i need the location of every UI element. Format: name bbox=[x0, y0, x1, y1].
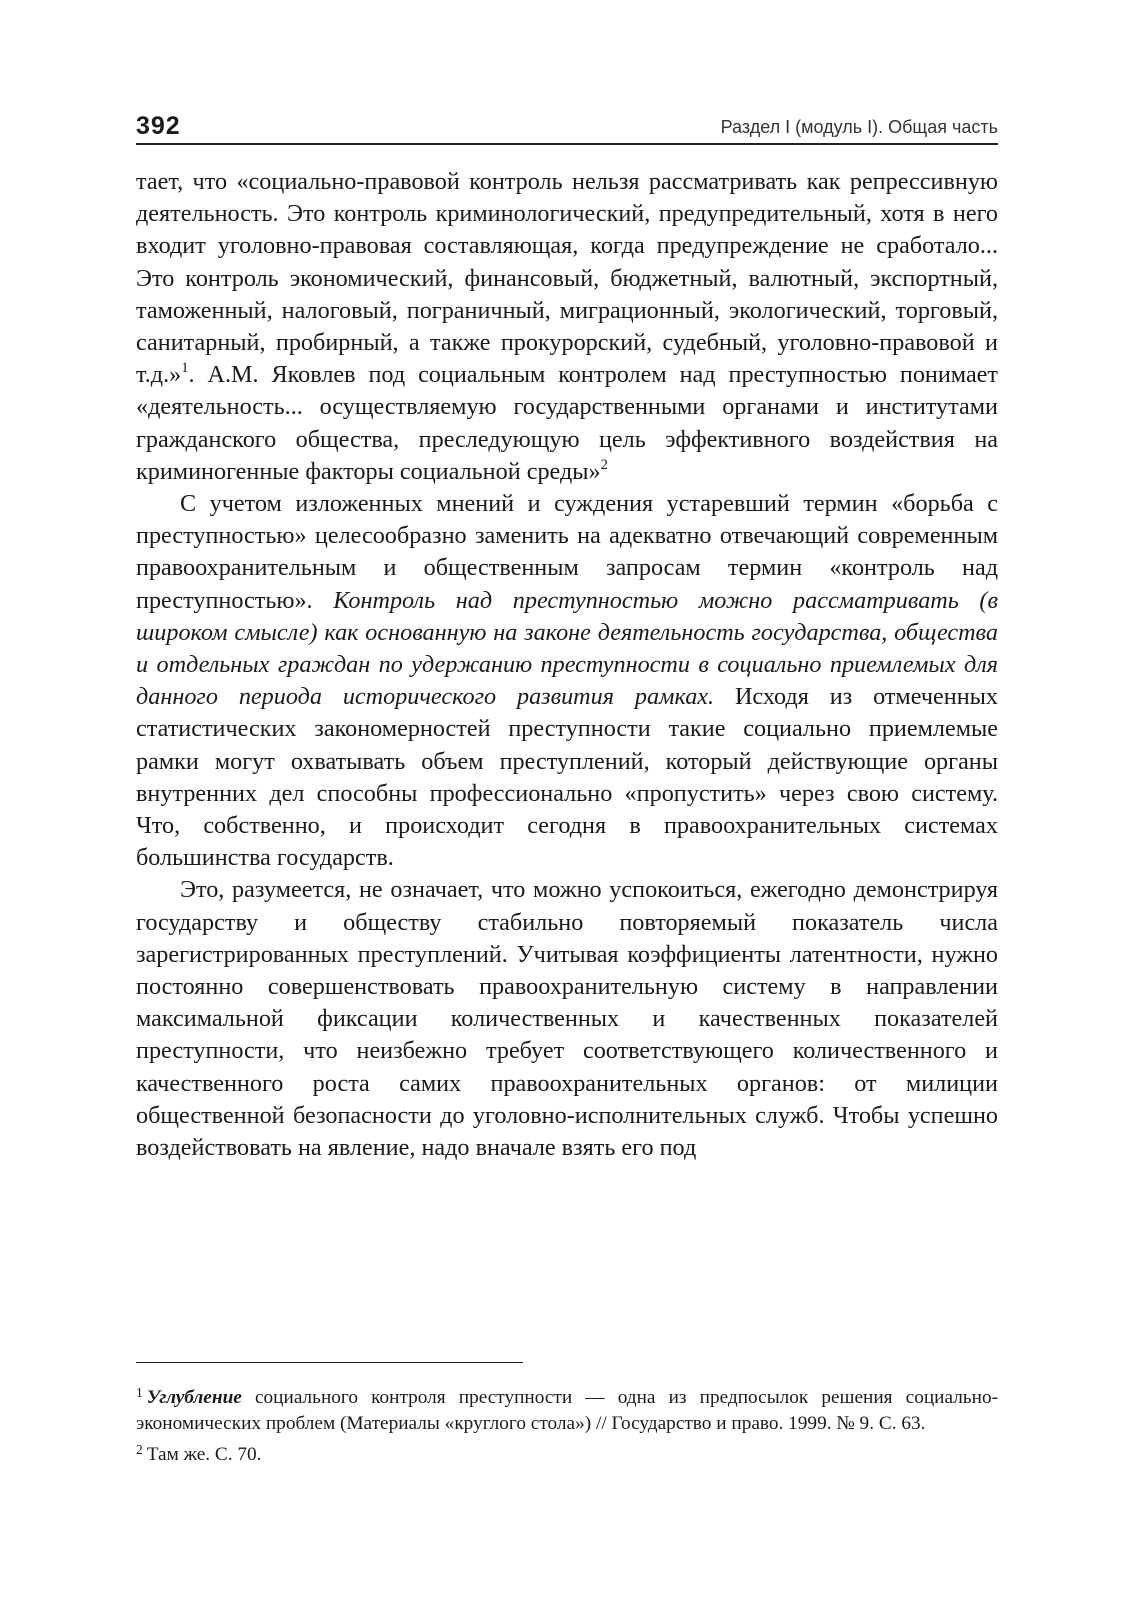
footnote-2-text: Там же. С. 70. bbox=[146, 1444, 262, 1466]
footnote-1 bbox=[136, 1380, 998, 1437]
paragraph-1 bbox=[136, 166, 998, 488]
footnote-rule bbox=[136, 1362, 523, 1363]
footnotes bbox=[136, 1380, 998, 1468]
footnote-1-mark: 1 bbox=[136, 1385, 143, 1400]
running-head: Раздел I (модуль I). Общая часть bbox=[720, 117, 998, 137]
footnote-2 bbox=[136, 1437, 998, 1468]
main-text bbox=[136, 166, 998, 1164]
paragraph-3: Это, разумеется, не означает, что можно успокоиться, ежегодно демонстрируя государству и обществу стабильно повторяемый показатель числа зарегистрированных преступлений. Учитывая коэффициенты латентности, нужно постоянно совершенствовать правоохранительную систему в направлении максимальной фиксации количественных и качественных показателей преступности, что неизбежно требует соответствующего количественного и качественного роста самих правоохранительных органов: от милиции общественной безопасности до уголовно-исполнительных служб. Чтобы успешно воздействовать на явление, надо вначале взять его под bbox=[136, 876, 998, 1162]
footnote-ref-2: 2 bbox=[600, 456, 608, 473]
page-number: 392 bbox=[136, 112, 181, 140]
paragraph-1-text-b: . А.М. Яковлев под социальным контролем над преступностью понимает «деятельность... осуществляемую государственными органами и институтами гражданского общества, преследующую цель эффективного воздействия на криминогенные факторы социальной среды» bbox=[136, 361, 998, 485]
paragraph-2 bbox=[136, 488, 998, 874]
footnote-1-text: социального контроля преступности — одна из предпосылок решения социально-экономических проблем (Материалы «круглого стола») // Государство и право. 1999. № 9. С. 63. bbox=[136, 1387, 998, 1435]
page-header bbox=[136, 112, 998, 146]
footnote-ref-1: 1 bbox=[181, 360, 189, 377]
paragraph-2-definition: Контроль над преступностью можно рассматривать (в широком смысле) как основанную на законе деятельность государства, общества и отдельных граждан по удержанию преступности в социально приемлемых для данного периода исторического развития рамках. bbox=[136, 586, 998, 711]
paragraph-1-text-a: тает, что «социально-правовой контроль нельзя рассматривать как репрессивную деятельность. Это контроль криминологический, предупредительный, хотя в него входит уголовно-правовая составляющая, когда предупреждение не сработало... Это контроль экономический, финансовый, бюджетный, валютный, экспортный, таможенный, налоговый, пограничный, миграционный, экологический, торговый, санитарный, пробирный, а также прокурорский, судебный, уголовно-правовой и т.д.» bbox=[136, 168, 998, 389]
header-rule bbox=[136, 143, 998, 145]
paragraph-2-text-b: Исходя из отмеченных статистических закономерностей преступности такие социально приемлемые рамки могут охватывать объем преступлений, который действующие органы внутренних дел способны профессионально «пропустить» через свою систему. Что, собственно, и происходит сегодня в правоохранительных системах большинства государств. bbox=[136, 683, 998, 872]
footnote-2-mark: 2 bbox=[136, 1442, 143, 1458]
paragraph-2-text-a: С учетом изложенных мнений и суждения устаревший термин «борьба с преступностью» целесообразно заменить на адекватно отвечающий современным правоохранительным и общественным запросам термин «контроль над преступностью». bbox=[136, 490, 998, 614]
footnote-1-italic: Углубление bbox=[146, 1387, 242, 1409]
